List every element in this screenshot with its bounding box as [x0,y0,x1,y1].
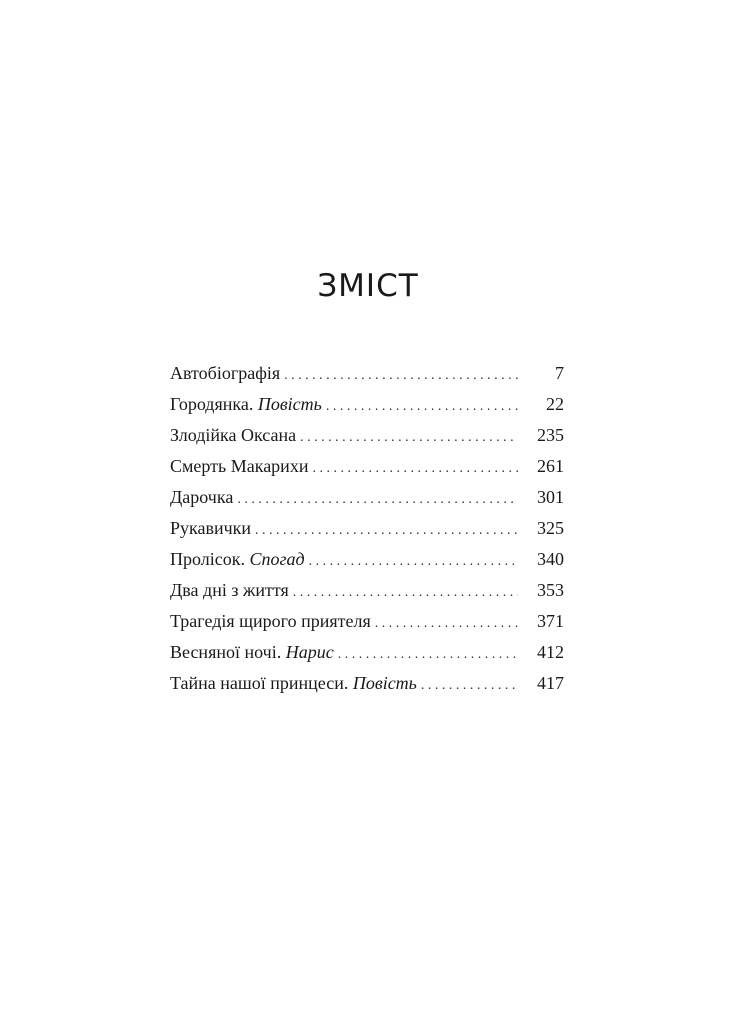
toc-entry-title: Два дні з життя [170,580,289,600]
table-of-contents [170,358,564,699]
toc-page-number: 417 [537,673,564,693]
toc-entry-title: Автобіографія [170,363,281,383]
toc-page-number: 325 [537,518,564,538]
toc-entry [170,513,564,544]
toc-entry-title: Городянка. Повість [170,394,322,414]
dot-leader [375,608,518,639]
toc-entry-genre: Повість [352,673,417,693]
toc-entry [170,451,564,482]
toc-page-number: 353 [537,580,564,600]
toc-entry [170,420,564,451]
toc-entry [170,575,564,606]
toc-page-number: 412 [537,642,564,662]
toc-entry-title: Смерть Макарихи [170,456,309,476]
toc-entry-title: Дарочка [170,487,234,507]
toc-page-number: 235 [537,425,564,445]
toc-entry-title: Трагедія щирого приятеля [170,611,371,631]
toc-entry [170,358,564,389]
dot-leader [300,422,518,453]
toc-entry [170,668,564,699]
toc-page-number: 261 [537,456,564,476]
toc-entry-title: Тайна нашої принцеси. Повість [170,673,417,693]
dot-leader [326,391,518,422]
toc-entry-genre: Нарис [285,642,334,662]
toc-page-number: 22 [546,394,564,414]
toc-page-number: 7 [555,363,564,383]
toc-page-number: 371 [537,611,564,631]
toc-entry-genre: Спогад [249,549,305,569]
toc-entry-title: Злодійка Оксана [170,425,297,445]
dot-leader [312,453,518,484]
dot-leader [237,484,518,515]
toc-entry-title: Весняної ночі. Нарис [170,642,334,662]
dot-leader [309,546,518,577]
dot-leader [421,670,518,701]
toc-entry [170,389,564,420]
dot-leader [284,360,518,391]
toc-entry [170,482,564,513]
toc-entry [170,637,564,668]
toc-entry-title: Рукавички [170,518,252,538]
toc-entry-title: Пролісок. Спогад [170,549,305,569]
toc-entry [170,544,564,575]
toc-entry [170,606,564,637]
toc-entry-genre: Повість [257,394,322,414]
dot-leader [255,515,518,546]
dot-leader [338,639,518,670]
toc-page-number: 340 [537,549,564,569]
page-title: ЗМІСТ [317,268,419,304]
dot-leader [293,577,518,608]
toc-page-number: 301 [537,487,564,507]
